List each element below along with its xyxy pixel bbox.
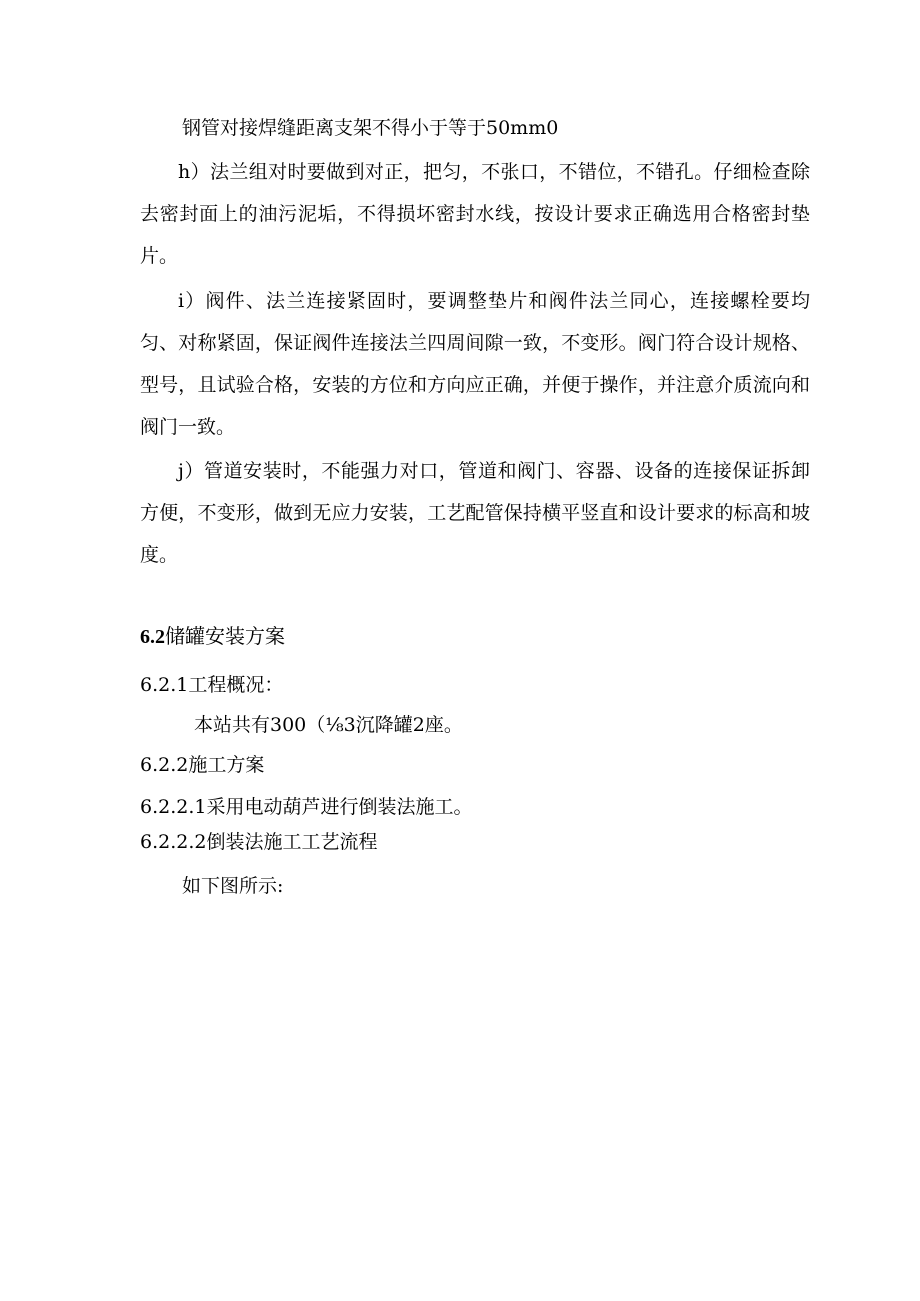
subsection-overview-text: 本站共有300（⅛3沉降罐2座。 xyxy=(194,714,463,736)
subsection-overview-heading: 6.2.1工程概况： xyxy=(140,674,284,696)
section-heading xyxy=(140,622,285,651)
paragraph-item-j: j）管道安装时，不能强力对口，管道和阀门、容器、设备的连接保证拆卸方便，不变形，做到无应力安装，工艺配管保持横平竖直和设计要求的标高和坡度。 xyxy=(140,460,810,566)
subsection-plan-heading: 6.2.2施工方案 xyxy=(140,754,265,776)
subsection-plan-item-2: 6.2.2.2倒装法施工工艺流程 xyxy=(140,831,378,853)
paragraph-item-h: h）法兰组对时要做到对正，把匀，不张口，不错位，不错孔。仔细检查除去密封面上的油污泥垢，不得损坏密封水线，按设计要求正确选用合格密封垫片。 xyxy=(140,161,810,267)
paragraph-weld-distance: 钢管对接焊缝距离支架不得小于等于50mm0 xyxy=(182,117,559,139)
subsection-plan-item-1: 6.2.2.1采用电动葫芦进行倒装法施工。 xyxy=(140,796,473,818)
section-title: 储罐安装方案 xyxy=(165,624,285,648)
paragraph-item-i: i）阀件、法兰连接紧固时，要调整垫片和阀件法兰同心，连接螺栓要均匀、对称紧固，保证阀件连接法兰四周间隙一致，不变形。阀门符合设计规格、型号，且试验合格，安装的方位和方向应正确，并便于操作，并注意介质流向和阀门一致。 xyxy=(140,290,810,438)
figure-intro-text: 如下图所示: xyxy=(182,875,284,897)
section-number: 6.2 xyxy=(140,626,165,648)
